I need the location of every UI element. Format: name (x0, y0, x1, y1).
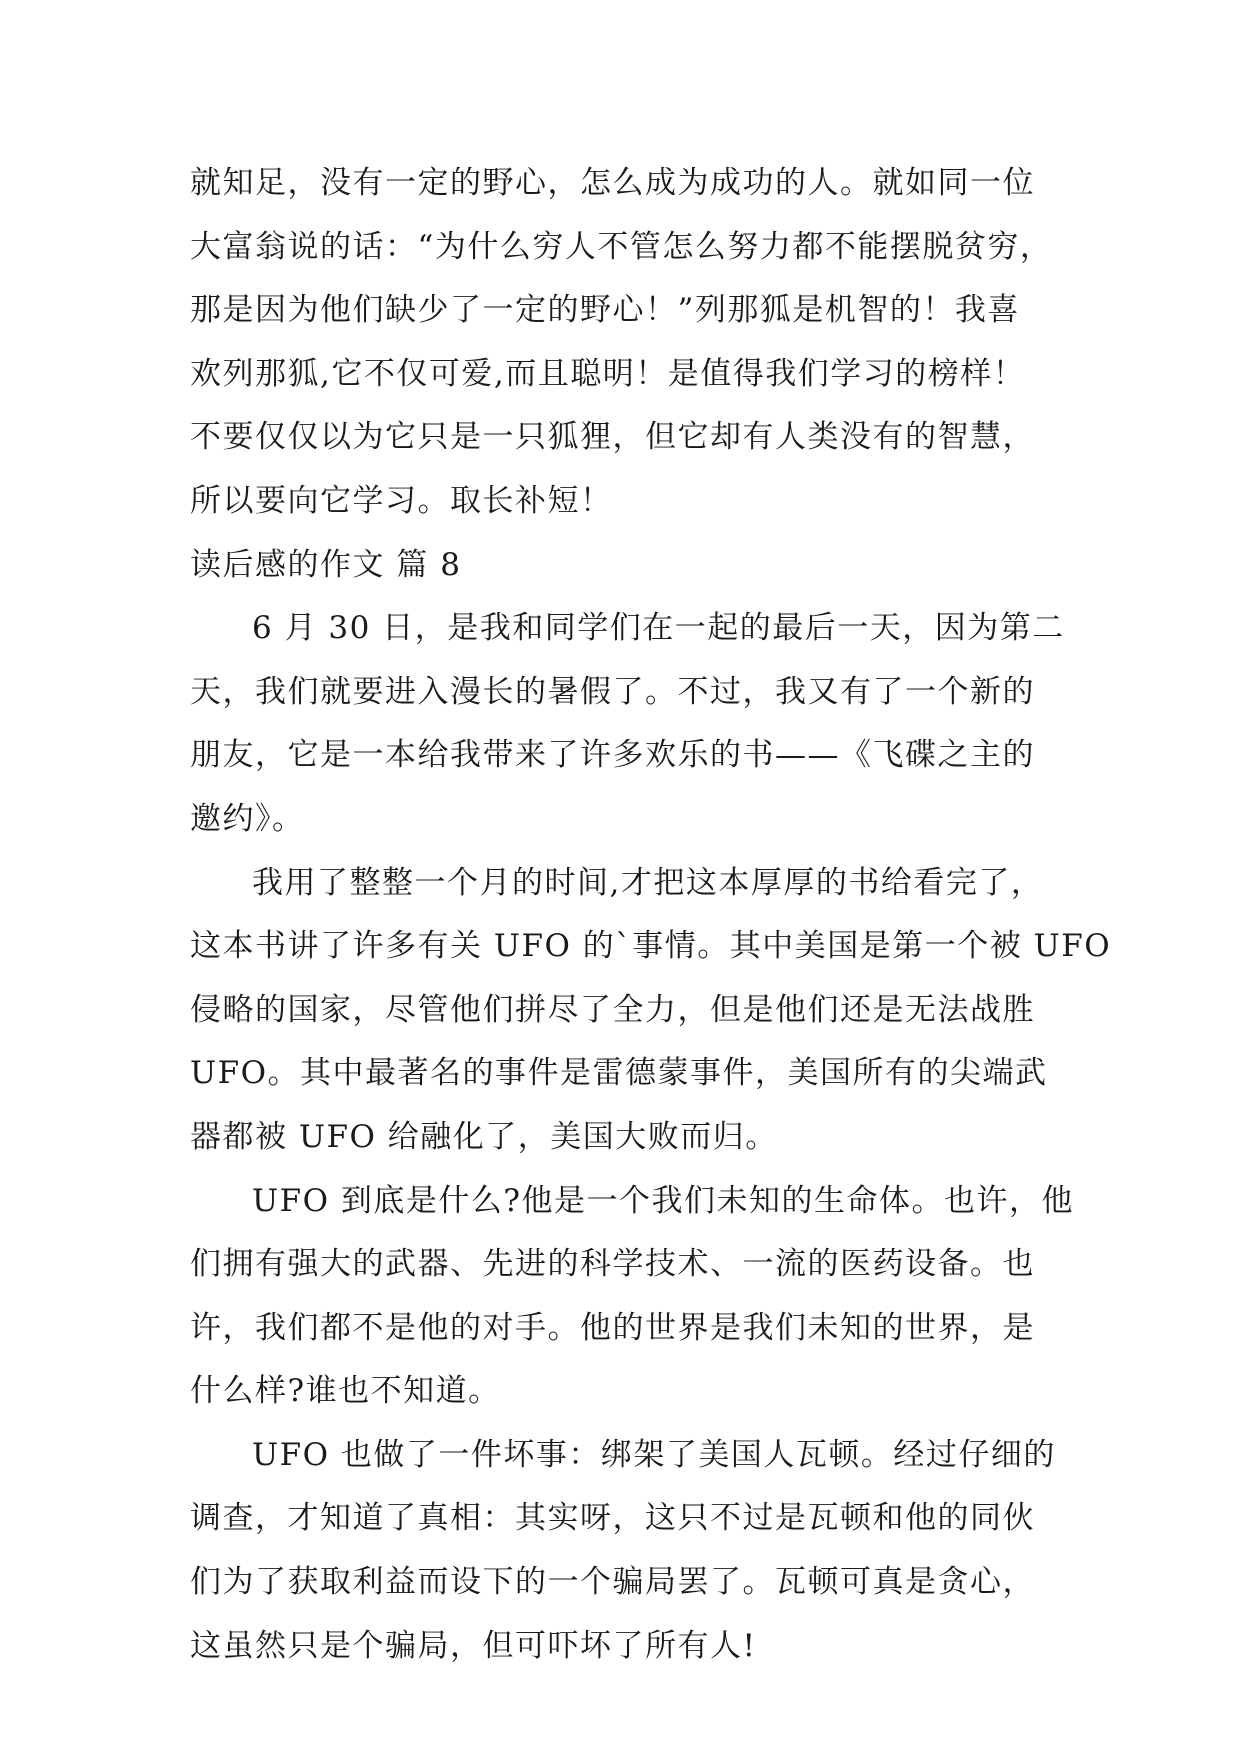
text-line: UFO 也做了一件坏事：绑架了美国人瓦顿。经过仔细的 (252, 1436, 1056, 1473)
text-line: 不要仅仅以为它只是一只狐狸，但它却有人类没有的智慧， (190, 419, 1035, 456)
text-line: 朋友，它是一本给我带来了许多欢乐的书——《飞碟之主的 (190, 737, 1035, 774)
text-line: 调查，才知道了真相：其实呀，这只不过是瓦顿和他的同伙 (190, 1500, 1035, 1537)
section-heading: 读后感的作文 篇 8 (190, 546, 462, 583)
text-line: UFO。其中最著名的事件是雷德蒙事件，美国所有的尖端武 (190, 1055, 1048, 1092)
paragraph-3 (190, 1170, 1075, 1424)
text-line: 就知足，没有一定的野心，怎么成为成功的人。就如同一位 (190, 165, 1035, 201)
text-line: 侵略的国家，尽管他们拼尽了全力，但是他们还是无法战胜 (190, 991, 1035, 1028)
intro-paragraph (190, 152, 1070, 534)
text-line: 大富翁说的话：“为什么穷人不管怎么努力都不能摆脱贫穷， (190, 228, 1053, 265)
text-line: 这本书讲了许多有关 UFO 的`事情。其中美国是第一个被 UFO (190, 928, 1112, 965)
text-line: 器都被 UFO 给融化了，美国大败而归。 (190, 1118, 778, 1155)
text-line: 6 月 30 日，是我和同学们在一起的最后一天，因为第二 (252, 610, 1065, 647)
text-line: 所以要向它学习。取长补短！ (190, 482, 613, 519)
paragraph-1 (190, 597, 1070, 851)
text-line: 什么样?谁也不知道。 (190, 1373, 501, 1410)
document-page (190, 152, 1112, 1678)
text-line: 我用了整整一个月的时间,才把这本厚厚的书给看完了， (252, 864, 1044, 901)
text-line: 这虽然只是个骗局，但可吓坏了所有人! (190, 1627, 757, 1664)
text-line: 许，我们都不是他的对手。他的世界是我们未知的世界，是 (190, 1309, 1035, 1346)
text-line: 那是因为他们缺少了一定的野心！”列那狐是机智的！我喜 (190, 292, 1020, 329)
paragraph-4 (190, 1424, 1070, 1678)
text-line: 们拥有强大的武器、先进的科学技术、一流的医药设备。也 (190, 1246, 1035, 1283)
text-line: 欢列那狐,它不仅可爱,而且聪明！是值得我们学习的榜样！ (190, 355, 1026, 392)
text-line: UFO 到底是什么?他是一个我们未知的生命体。也许，他 (252, 1182, 1075, 1219)
text-line: 邀约》。 (190, 800, 305, 837)
paragraph-2 (190, 852, 1112, 1170)
text-line: 们为了获取利益而设下的一个骗局罢了。瓦顿可真是贪心， (190, 1564, 1035, 1601)
text-line: 天，我们就要进入漫长的暑假了。不过，我又有了一个新的 (190, 673, 1035, 710)
